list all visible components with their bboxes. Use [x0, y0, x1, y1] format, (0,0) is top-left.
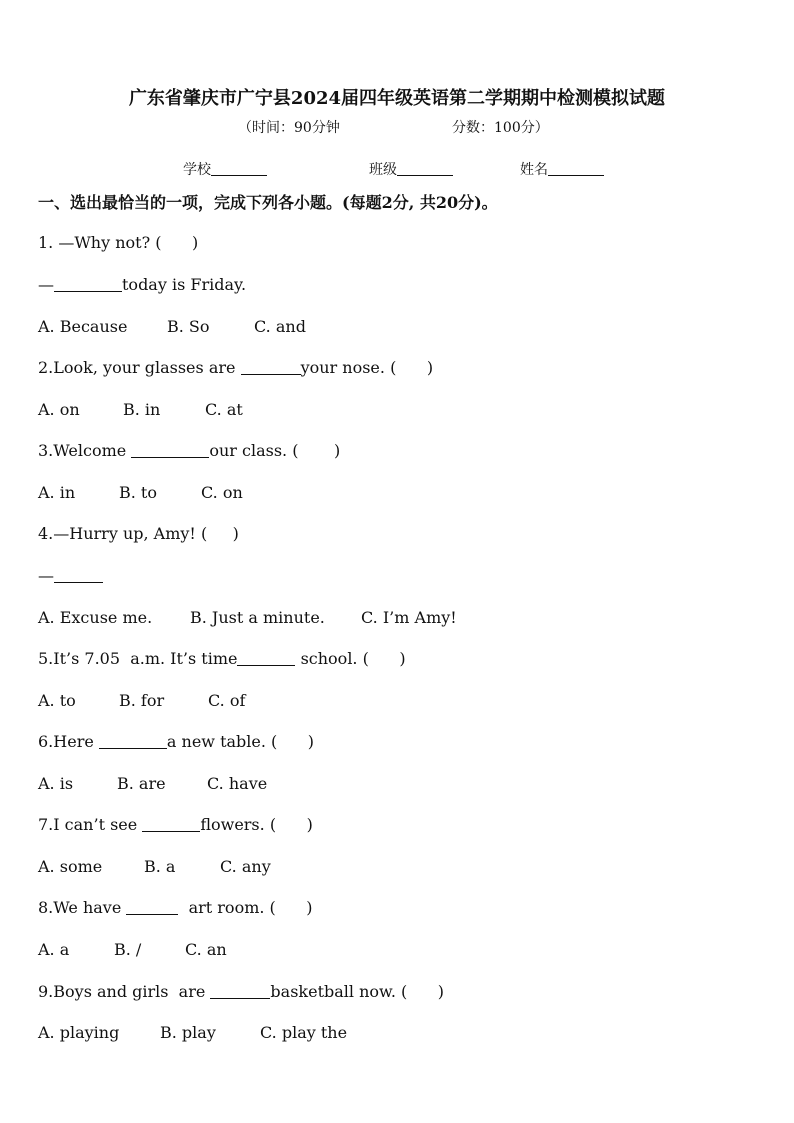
question-1-option-b[interactable]: B. So: [167, 317, 210, 336]
question-9-option-b[interactable]: B. play: [160, 1023, 216, 1042]
question-5-option-b[interactable]: B. for: [119, 691, 165, 710]
question-4-option-c[interactable]: C. I’m Amy!: [361, 608, 457, 627]
question-7-options: [38, 857, 271, 876]
question-1-line2: — today is Friday.: [38, 275, 247, 294]
question-8-options: [38, 940, 227, 959]
question-9-blank[interactable]: [210, 984, 270, 999]
question-4-option-a[interactable]: A. Excuse me.: [38, 608, 153, 627]
question-5-option-c[interactable]: C. of: [208, 691, 246, 710]
question-1-stem: 1. —Why not? ( ): [38, 233, 199, 252]
question-8-option-c[interactable]: C. an: [185, 940, 227, 959]
question-6-blank[interactable]: [99, 734, 167, 749]
question-9-option-a[interactable]: A. playing: [38, 1023, 120, 1042]
question-3-options: [38, 483, 243, 502]
question-1-option-a[interactable]: A. Because: [38, 317, 128, 336]
question-6-options: [38, 774, 267, 793]
question-8-option-a[interactable]: A. a: [38, 940, 70, 959]
class-blank[interactable]: [397, 161, 453, 176]
class-field[interactable]: 班级: [369, 159, 453, 179]
question-6-option-a[interactable]: A. is: [38, 774, 74, 793]
question-9-option-c[interactable]: C. play the: [260, 1023, 348, 1042]
question-2-blank[interactable]: [241, 360, 301, 375]
question-8-blank[interactable]: [126, 900, 178, 915]
question-2-option-a[interactable]: A. on: [38, 400, 80, 419]
question-6-stem: 6.Here a new table. ( ): [38, 732, 315, 751]
question-2-options: [38, 400, 243, 419]
question-1-options: [38, 317, 306, 336]
question-6-option-b[interactable]: B. are: [117, 774, 166, 793]
question-7-option-a[interactable]: A. some: [38, 857, 103, 876]
question-3-option-b[interactable]: B. to: [119, 483, 157, 502]
question-1-blank[interactable]: [54, 277, 122, 292]
question-7-blank[interactable]: [142, 817, 200, 832]
question-1-option-c[interactable]: C. and: [254, 317, 306, 336]
section-1-heading: 一、选出最恰当的一项，完成下列各小题。(每题2分, 共20分)。: [38, 193, 498, 212]
question-3-blank[interactable]: [131, 443, 209, 458]
question-7-option-c[interactable]: C. any: [220, 857, 271, 876]
question-2-option-c[interactable]: C. at: [205, 400, 243, 419]
question-9-options: [38, 1023, 347, 1042]
question-3-stem: 3.Welcome our class. ( ): [38, 441, 341, 460]
question-3-option-a[interactable]: A. in: [38, 483, 76, 502]
question-5-options: [38, 691, 245, 710]
question-7-stem: 7.I can’t see flowers. ( ): [38, 815, 313, 834]
question-7-option-b[interactable]: B. a: [144, 857, 176, 876]
name-blank[interactable]: [548, 161, 604, 176]
name-field[interactable]: 姓名: [520, 159, 604, 179]
question-2-option-b[interactable]: B. in: [123, 400, 161, 419]
question-8-option-b[interactable]: B. /: [114, 940, 142, 959]
school-field[interactable]: 学校: [183, 159, 267, 179]
exam-time: （时间：90分钟: [238, 120, 340, 136]
question-4-option-b[interactable]: B. Just a minute.: [190, 608, 325, 627]
exam-title: 广东省肇庆市广宁县2024届四年级英语第二学期期中检测模拟试题: [128, 88, 666, 109]
question-6-option-c[interactable]: C. have: [207, 774, 268, 793]
question-4-stem: 4.—Hurry up, Amy! ( ): [38, 524, 239, 543]
question-5-blank[interactable]: [237, 651, 295, 666]
question-4-line2: —: [38, 566, 103, 585]
question-5-option-a[interactable]: A. to: [38, 691, 76, 710]
exam-score: 分数：100分）: [452, 120, 549, 136]
question-2-stem: 2.Look, your glasses are your nose. ( ): [38, 358, 434, 377]
question-4-blank[interactable]: [54, 568, 103, 583]
question-3-option-c[interactable]: C. on: [201, 483, 243, 502]
question-8-stem: 8.We have art room. ( ): [38, 898, 313, 917]
question-9-stem: 9.Boys and girls are basketball now. ( ): [38, 982, 445, 1001]
question-5-stem: 5.It’s 7.05 a.m. It’s time school. ( ): [38, 649, 406, 668]
question-4-options: [38, 608, 457, 627]
school-blank[interactable]: [211, 161, 267, 176]
